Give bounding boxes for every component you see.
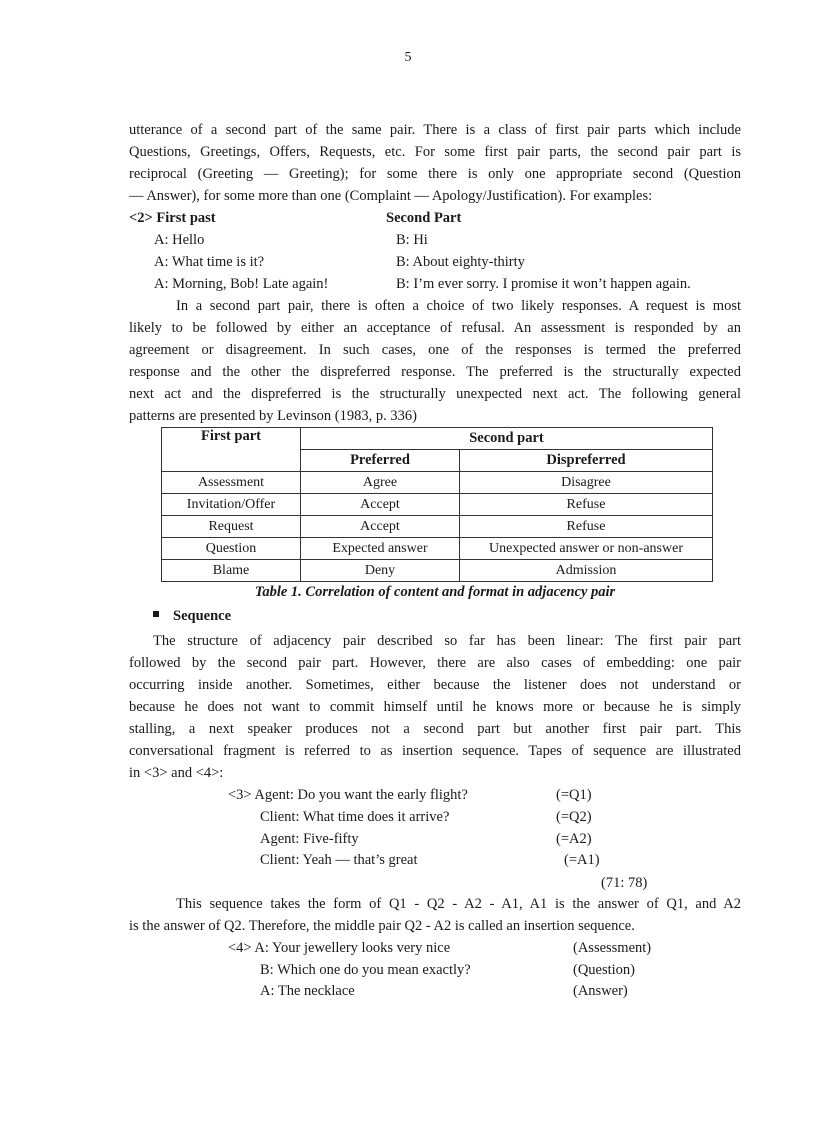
table-row [162, 538, 713, 560]
section-heading-text: Sequence [173, 608, 231, 624]
example-3-line: Client: Yeah — that’s great [260, 852, 418, 868]
text-line: likely to be followed by either an acceptance of refusal. An assessment is responded by an [129, 320, 741, 336]
text-line: conversational fragment is referred to as insertion sequence. Tapes of sequence are illustrated [129, 743, 741, 759]
example-4-tag: (Answer) [573, 983, 628, 999]
paragraph-3 [129, 630, 741, 784]
table-row [162, 516, 713, 538]
example-3-tag: (=A1) [564, 852, 600, 868]
header-preferred: Preferred [301, 450, 460, 472]
text-line: The structure of adjacency pair described so far has been linear: The first pair part [153, 633, 741, 649]
table-cell: Blame [162, 560, 301, 582]
first-part: A: Hello [154, 232, 205, 248]
second-part: B: I’m ever sorry. I promise it won’t happen again. [396, 276, 691, 292]
table-cell: Question [162, 538, 301, 560]
bullet-square-icon [153, 611, 159, 617]
table-cell: Accept [301, 494, 460, 516]
text-line: Questions, Greetings, Offers, Requests, etc. For some first pair parts, the second pair part is [129, 144, 741, 160]
text-line: next act and the dispreferred is the structurally unexpected next act. The following general [129, 386, 741, 402]
page-number: 5 [404, 50, 412, 65]
table-cell: Admission [460, 560, 713, 582]
first-part: A: What time is it? [154, 254, 265, 270]
table-cell: Invitation/Offer [162, 494, 301, 516]
text-line: patterns are presented by Levinson (1983, p. 336) [129, 408, 417, 424]
first-part: A: Morning, Bob! Late again! [154, 276, 329, 292]
text-line: utterance of a second part of the same pair. There is a class of first pair parts which include [129, 122, 741, 138]
table-cell: Request [162, 516, 301, 538]
table-row [162, 560, 713, 582]
text-line: — Answer), for some more than one (Complaint — Apology/Justification). For examples: [129, 188, 653, 204]
text-line: stalling, a next speaker produces not a second part but another first pair part. This [129, 721, 741, 737]
table-cell: Expected answer [301, 538, 460, 560]
table-cell: Refuse [460, 516, 713, 538]
text-line: This sequence takes the form of Q1 - Q2 - A2 - A1, A1 is the answer of Q1, and A2 [176, 896, 741, 912]
paragraph-4 [129, 893, 741, 937]
example-row [129, 251, 741, 273]
example-4-tag: (Assessment) [573, 940, 652, 956]
second-part: B: Hi [396, 232, 428, 248]
header-dispreferred: Dispreferred [460, 450, 713, 472]
table-caption: Table 1. Correlation of content and format in adjacency pair [254, 584, 616, 600]
example-row [129, 229, 741, 251]
example-3-line: Agent: Five-fifty [260, 831, 359, 847]
example-4-line: A: The necklace [260, 983, 355, 999]
table-cell: Agree [301, 472, 460, 494]
example-row [129, 273, 741, 295]
table-row [162, 494, 713, 516]
example-3-line: <3> Agent: Do you want the early flight? [228, 787, 468, 803]
text-line: In a second part pair, there is often a choice of two likely responses. A request is most [176, 298, 741, 314]
table-cell: Unexpected answer or non-answer [460, 538, 713, 560]
example-3-citation: (71: 78) [601, 875, 648, 891]
table-cell: Accept [301, 516, 460, 538]
table-cell: Disagree [460, 472, 713, 494]
table-row [162, 472, 713, 494]
table-cell: Deny [301, 560, 460, 582]
paragraph-1 [129, 119, 741, 207]
text-line: occurring inside another. Sometimes, either because the listener does not understand or [129, 677, 741, 693]
text-line: agreement or disagreement. In such cases, one of the responses is termed the preferred [129, 342, 741, 358]
paragraph-2 [129, 295, 741, 427]
text-line: in <3> and <4>: [129, 765, 224, 781]
example-2-second-header: Second Part [386, 210, 462, 226]
second-part: B: About eighty-thirty [396, 254, 525, 270]
example-2-label: <2> First past [129, 210, 216, 226]
example-4-line: B: Which one do you mean exactly? [260, 962, 471, 978]
text-line: because he does not want to commit himself until he knows more or because he is simply [129, 699, 741, 715]
example-3-line: Client: What time does it arrive? [260, 809, 450, 825]
example-4-line: <4> A: Your jewellery looks very nice [228, 940, 451, 956]
example-2 [129, 207, 741, 295]
example-3-tag: (=Q1) [556, 787, 592, 803]
text-line: followed by the second pair part. However, there are also cases of embedding: one pair [129, 655, 741, 671]
example-3-tag: (=Q2) [556, 809, 592, 825]
table-cell: Assessment [162, 472, 301, 494]
section-heading [153, 608, 231, 625]
levinson-table [161, 427, 713, 582]
table-cell: Refuse [460, 494, 713, 516]
text-line: reciprocal (Greeting — Greeting); for some there is only one appropriate second (Question [129, 166, 741, 182]
text-line: is the answer of Q2. Therefore, the middle pair Q2 - A2 is called an insertion sequence. [129, 918, 635, 934]
header-second-part: Second part [301, 428, 713, 450]
example-4-tag: (Question) [573, 962, 636, 978]
header-first-part: First part [162, 428, 301, 472]
text-line: response and the other the dispreferred response. The preferred is the structurally expected [129, 364, 741, 380]
example-3-tag: (=A2) [556, 831, 592, 847]
